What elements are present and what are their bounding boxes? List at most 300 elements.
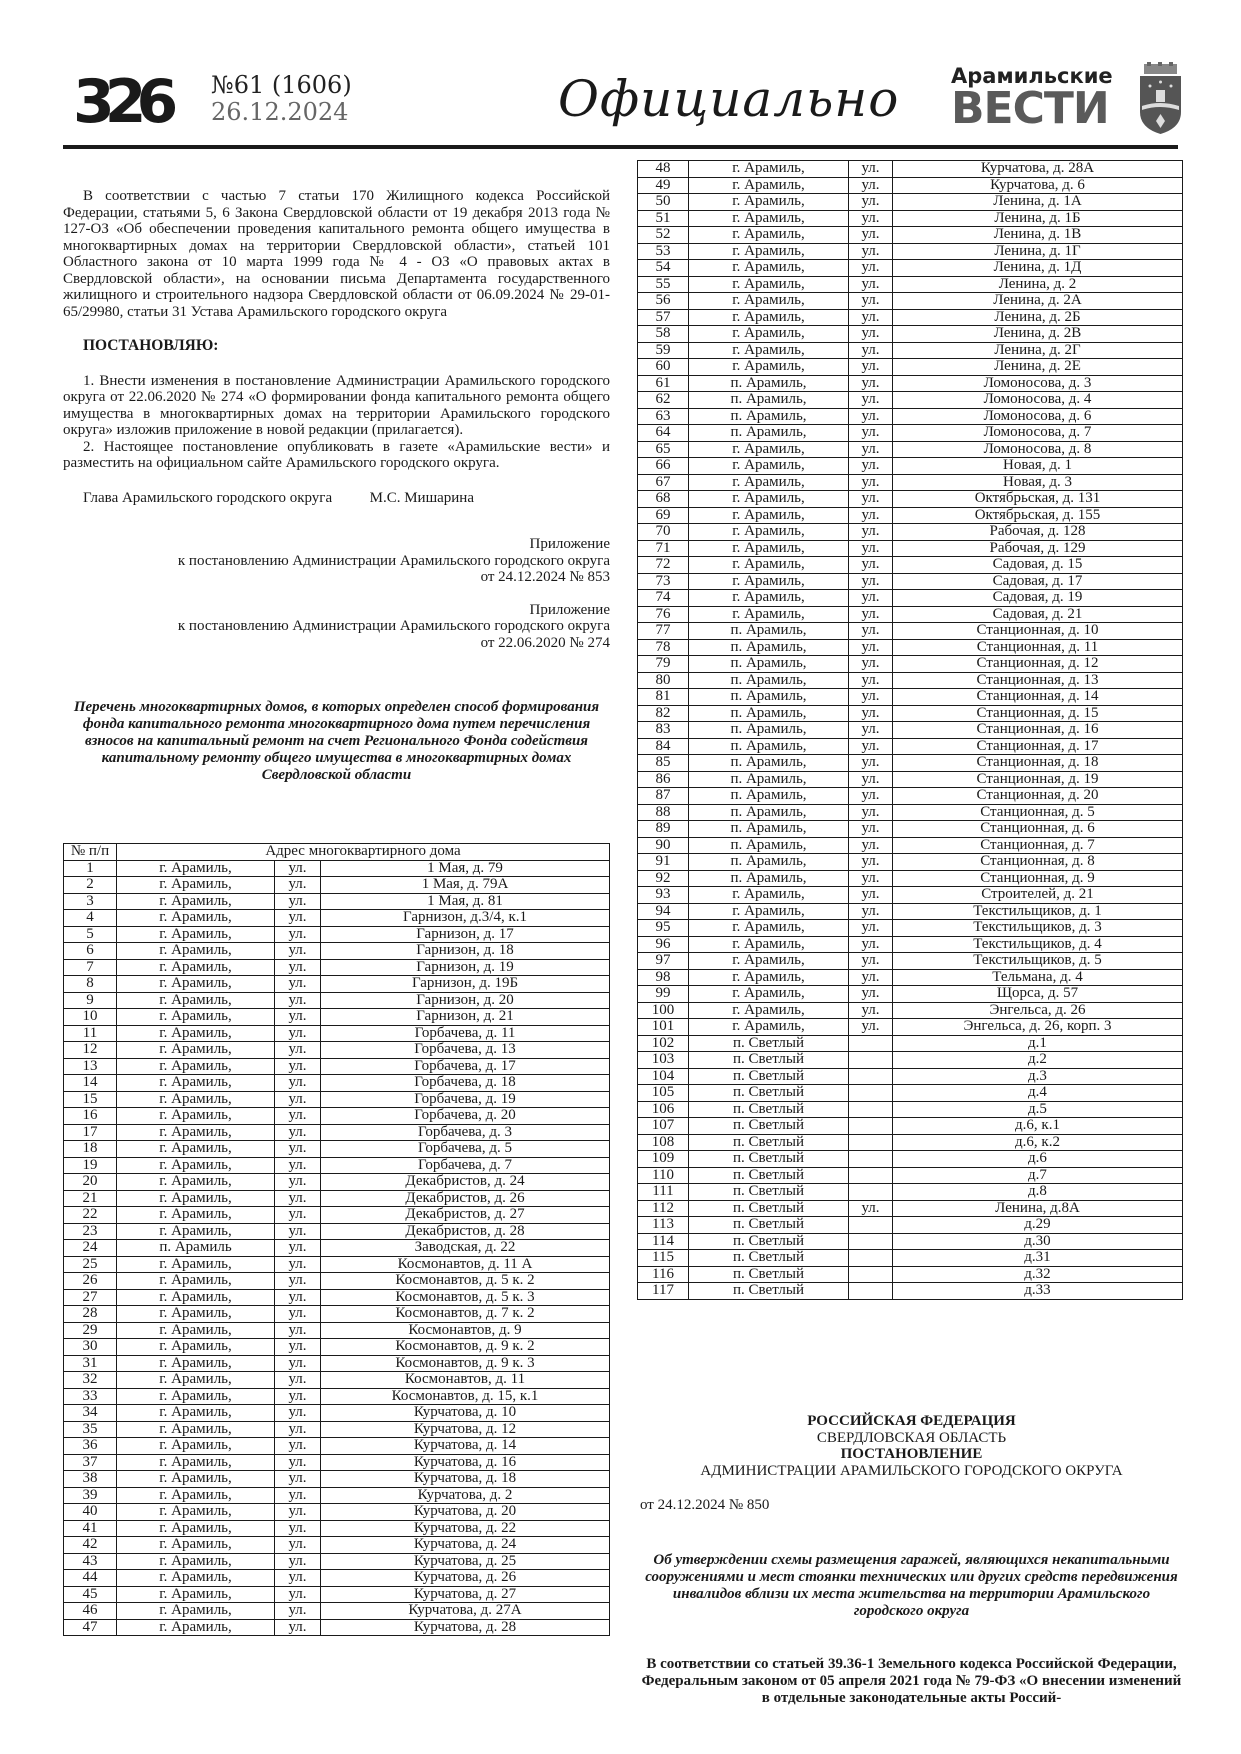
address: Курчатова, д. 27А [321, 1603, 610, 1620]
settlement: г. Арамиль, [117, 959, 275, 976]
street-type: ул. [275, 1322, 321, 1339]
address: Станционная, д. 7 [893, 837, 1183, 854]
address: Ленина, д. 2Г [893, 342, 1183, 359]
street-type [849, 1134, 893, 1151]
row-number: 101 [638, 1019, 689, 1036]
street-type: ул. [275, 1504, 321, 1521]
table-header-row [64, 844, 610, 861]
street-type: ул. [275, 1421, 321, 1438]
row-number: 90 [638, 837, 689, 854]
address: Ленина, д. 2Б [893, 309, 1183, 326]
street-type: ул. [275, 1471, 321, 1488]
street-type: ул. [275, 860, 321, 877]
row-number: 51 [638, 210, 689, 227]
table-row [638, 177, 1183, 194]
address: Станционная, д. 19 [893, 771, 1183, 788]
row-number: 29 [64, 1322, 117, 1339]
table-row [64, 1471, 610, 1488]
header-address: Адрес многоквартирного дома [117, 844, 610, 861]
section-title: Официально [558, 70, 900, 128]
address: Ленина, д. 2В [893, 326, 1183, 343]
street-type: ул. [849, 227, 893, 244]
settlement: г. Арамиль, [689, 342, 849, 359]
settlement: г. Арамиль, [117, 1603, 275, 1620]
row-number: 6 [64, 943, 117, 960]
street-type: ул. [849, 590, 893, 607]
address: Ленина, д. 1А [893, 194, 1183, 211]
table-row [638, 557, 1183, 574]
settlement: п. Арамиль, [689, 425, 849, 442]
settlement: г. Арамиль, [117, 1586, 275, 1603]
address: Космонавтов, д. 11 А [321, 1256, 610, 1273]
row-number: 67 [638, 474, 689, 491]
table-row [64, 1108, 610, 1125]
table-row [638, 1052, 1183, 1069]
settlement: п. Светлый [689, 1266, 849, 1283]
settlement: п. Арамиль, [689, 689, 849, 706]
settlement: г. Арамиль, [689, 326, 849, 343]
settlement: п. Арамиль, [689, 771, 849, 788]
settlement: г. Арамиль, [689, 903, 849, 920]
settlement: г. Арамиль, [689, 920, 849, 937]
street-type: ул. [849, 1019, 893, 1036]
address: 1 Мая, д. 79А [321, 877, 610, 894]
row-number: 114 [638, 1233, 689, 1250]
address: д.31 [893, 1250, 1183, 1267]
address: д.7 [893, 1167, 1183, 1184]
street-type: ул. [849, 194, 893, 211]
issue-number: №61 (1606) [211, 71, 352, 99]
street-type: ул. [849, 540, 893, 557]
address: Ленина, д. 1Д [893, 260, 1183, 277]
settlement: г. Арамиль, [117, 1553, 275, 1570]
street-type: ул. [275, 1537, 321, 1554]
settlement: г. Арамиль, [117, 1058, 275, 1075]
row-number: 116 [638, 1266, 689, 1283]
street-type: ул. [275, 910, 321, 927]
row-number: 80 [638, 672, 689, 689]
table-row [638, 260, 1183, 277]
address: Космонавтов, д. 9 к. 2 [321, 1339, 610, 1356]
street-type: ул. [849, 524, 893, 541]
row-number: 19 [64, 1157, 117, 1174]
row-number: 20 [64, 1174, 117, 1191]
street-type: ул. [849, 854, 893, 871]
table-row [638, 425, 1183, 442]
address: Горбачева, д. 20 [321, 1108, 610, 1125]
address: Ломоносова, д. 8 [893, 441, 1183, 458]
table-row [638, 375, 1183, 392]
settlement: г. Арамиль, [117, 1157, 275, 1174]
settlement: г. Арамиль, [117, 1454, 275, 1471]
row-number: 49 [638, 177, 689, 194]
row-number: 99 [638, 986, 689, 1003]
street-type: ул. [849, 953, 893, 970]
street-type: ул. [849, 260, 893, 277]
table-row [638, 408, 1183, 425]
page-number: 326 [73, 67, 169, 137]
street-type: ул. [849, 788, 893, 805]
settlement: г. Арамиль, [689, 1002, 849, 1019]
table-row [638, 689, 1183, 706]
street-type: ул. [849, 326, 893, 343]
table-row [638, 293, 1183, 310]
address: Курчатова, д. 27 [321, 1586, 610, 1603]
settlement: п. Арамиль, [689, 672, 849, 689]
address: Текстильщиков, д. 1 [893, 903, 1183, 920]
settlement: г. Арамиль, [117, 926, 275, 943]
table-row [64, 1355, 610, 1372]
table-row [638, 507, 1183, 524]
settlement: г. Арамиль, [117, 1306, 275, 1323]
row-number: 66 [638, 458, 689, 475]
address: Курчатова, д. 16 [321, 1454, 610, 1471]
row-number: 16 [64, 1108, 117, 1125]
row-number: 70 [638, 524, 689, 541]
row-number: 58 [638, 326, 689, 343]
address: Курчатова, д. 12 [321, 1421, 610, 1438]
row-number: 4 [64, 910, 117, 927]
list-title: Перечень многоквартирных домов, в которых определен способ формирования фонда капитального ремонта многоквартирного дома путем перечисления взносов на капитальный ремонт на счет Регионального Фонда содействия капитальному ремонту общего имущества в многоквартирных домах Свердловской области [73, 699, 600, 783]
settlement: г. Арамиль, [689, 359, 849, 376]
table-row [638, 920, 1183, 937]
street-type: ул. [275, 1256, 321, 1273]
table-row [64, 860, 610, 877]
street-type: ул. [275, 1553, 321, 1570]
newspaper-logo [951, 64, 1113, 134]
address: Текстильщиков, д. 5 [893, 953, 1183, 970]
street-type: ул. [275, 976, 321, 993]
row-number: 57 [638, 309, 689, 326]
row-number: 108 [638, 1134, 689, 1151]
row-number: 76 [638, 606, 689, 623]
address: Декабристов, д. 24 [321, 1174, 610, 1191]
street-type: ул. [849, 804, 893, 821]
address: Космонавтов, д. 9 [321, 1322, 610, 1339]
row-number: 107 [638, 1118, 689, 1135]
row-number: 89 [638, 821, 689, 838]
table-row [64, 1619, 610, 1636]
street-type: ул. [849, 1002, 893, 1019]
address: Садовая, д. 21 [893, 606, 1183, 623]
address: Курчатова, д. 14 [321, 1438, 610, 1455]
row-number: 52 [638, 227, 689, 244]
street-type: ул. [849, 342, 893, 359]
settlement: г. Арамиль, [689, 243, 849, 260]
row-number: 73 [638, 573, 689, 590]
row-number: 54 [638, 260, 689, 277]
houses-table-part-1 [63, 843, 610, 1636]
row-number: 35 [64, 1421, 117, 1438]
settlement: г. Арамиль, [689, 260, 849, 277]
settlement: г. Арамиль, [117, 1042, 275, 1059]
street-type [849, 1250, 893, 1267]
table-row [64, 1537, 610, 1554]
address: Курчатова, д. 28А [893, 161, 1183, 178]
table-row [64, 1372, 610, 1389]
row-number: 88 [638, 804, 689, 821]
table-row [64, 1174, 610, 1191]
address: д.6, к.1 [893, 1118, 1183, 1135]
street-type: ул. [849, 606, 893, 623]
table-row [64, 1504, 610, 1521]
row-number: 14 [64, 1075, 117, 1092]
row-number: 33 [64, 1388, 117, 1405]
address: Станционная, д. 20 [893, 788, 1183, 805]
country-heading: РОССИЙСКАЯ ФЕДЕРАЦИЯ [807, 1413, 1016, 1429]
settlement: п. Светлый [689, 1052, 849, 1069]
row-number: 44 [64, 1570, 117, 1587]
address: Ленина, д. 1В [893, 227, 1183, 244]
settlement: п. Арамиль, [689, 392, 849, 409]
settlement: г. Арамиль, [689, 557, 849, 574]
address: Ленина, д. 2А [893, 293, 1183, 310]
street-type [849, 1167, 893, 1184]
street-type: ул. [849, 920, 893, 937]
table-row [638, 1184, 1183, 1201]
street-type [849, 1151, 893, 1168]
settlement: г. Арамиль, [117, 1025, 275, 1042]
row-number: 56 [638, 293, 689, 310]
street-type: ул. [849, 705, 893, 722]
address: Текстильщиков, д. 3 [893, 920, 1183, 937]
table-row [64, 1421, 610, 1438]
row-number: 64 [638, 425, 689, 442]
settlement: г. Арамиль, [117, 1174, 275, 1191]
address: 1 Мая, д. 81 [321, 893, 610, 910]
address: Станционная, д. 17 [893, 738, 1183, 755]
row-number: 60 [638, 359, 689, 376]
settlement: п. Арамиль, [689, 656, 849, 673]
table-row [638, 590, 1183, 607]
table-row [638, 1266, 1183, 1283]
street-type: ул. [275, 1586, 321, 1603]
address: Горбачева, д. 5 [321, 1141, 610, 1158]
row-number: 96 [638, 936, 689, 953]
table-row [64, 1586, 610, 1603]
address: Текстильщиков, д. 4 [893, 936, 1183, 953]
street-type: ул. [849, 458, 893, 475]
row-number: 81 [638, 689, 689, 706]
table-row [638, 870, 1183, 887]
row-number: 18 [64, 1141, 117, 1158]
settlement: г. Арамиль, [117, 1471, 275, 1488]
settlement: г. Арамиль, [117, 1570, 275, 1587]
address: Горбачева, д. 3 [321, 1124, 610, 1141]
street-type: ул. [275, 1174, 321, 1191]
street-type: ул. [275, 1289, 321, 1306]
settlement: п. Светлый [689, 1250, 849, 1267]
settlement: п. Светлый [689, 1233, 849, 1250]
row-number: 105 [638, 1085, 689, 1102]
settlement: п. Арамиль, [689, 821, 849, 838]
table-row [64, 1438, 610, 1455]
settlement: г. Арамиль, [689, 227, 849, 244]
settlement: г. Арамиль, [689, 986, 849, 1003]
table-row [638, 986, 1183, 1003]
table-row [638, 821, 1183, 838]
table-row [638, 1250, 1183, 1267]
table-row [638, 491, 1183, 508]
address: Ленина, д. 2 [893, 276, 1183, 293]
row-number: 53 [638, 243, 689, 260]
settlement: п. Арамиль, [689, 837, 849, 854]
settlement: п. Арамиль, [689, 408, 849, 425]
street-type: ул. [849, 276, 893, 293]
row-number: 31 [64, 1355, 117, 1372]
row-number: 92 [638, 870, 689, 887]
street-type: ул. [849, 425, 893, 442]
row-number: 48 [638, 161, 689, 178]
region-heading: СВЕРДЛОВСКАЯ ОБЛАСТЬ [816, 1429, 1007, 1446]
table-row [638, 936, 1183, 953]
address: Гарнизон, д.3/4, к.1 [321, 910, 610, 927]
address: Рабочая, д. 129 [893, 540, 1183, 557]
street-type: ул. [275, 943, 321, 960]
street-type: ул. [849, 936, 893, 953]
table-row [64, 1520, 610, 1537]
row-number: 45 [64, 1586, 117, 1603]
table-row [64, 1289, 610, 1306]
street-type: ул. [275, 1273, 321, 1290]
table-row [64, 1454, 610, 1471]
street-type: ул. [275, 1141, 321, 1158]
row-number: 38 [64, 1471, 117, 1488]
address: Станционная, д. 12 [893, 656, 1183, 673]
table-row [638, 392, 1183, 409]
address: Курчатова, д. 22 [321, 1520, 610, 1537]
street-type: ул. [275, 1075, 321, 1092]
row-number: 112 [638, 1200, 689, 1217]
settlement: г. Арамиль, [117, 1372, 275, 1389]
row-number: 5 [64, 926, 117, 943]
row-number: 28 [64, 1306, 117, 1323]
settlement: п. Арамиль, [689, 804, 849, 821]
decree-date-number: от 24.12.2024 № 850 [640, 1497, 770, 1513]
table-row [638, 804, 1183, 821]
address: Декабристов, д. 26 [321, 1190, 610, 1207]
address: Курчатова, д. 6 [893, 177, 1183, 194]
settlement: п. Светлый [689, 1200, 849, 1217]
table-row [638, 161, 1183, 178]
settlement: г. Арамиль, [689, 474, 849, 491]
street-type: ул. [275, 1157, 321, 1174]
table-row [638, 1101, 1183, 1118]
settlement: п. Арамиль, [689, 870, 849, 887]
row-number: 102 [638, 1035, 689, 1052]
street-type: ул. [849, 837, 893, 854]
settlement: п. Светлый [689, 1134, 849, 1151]
address: д.5 [893, 1101, 1183, 1118]
settlement: г. Арамиль, [689, 953, 849, 970]
settlement: г. Арамиль, [117, 1124, 275, 1141]
table-row [64, 1388, 610, 1405]
settlement: г. Арамиль, [117, 1520, 275, 1537]
table-row [64, 1058, 610, 1075]
table-row [64, 1009, 610, 1026]
row-number: 13 [64, 1058, 117, 1075]
table-row [638, 1233, 1183, 1250]
settlement: п. Арамиль, [689, 722, 849, 739]
masthead [63, 62, 1183, 152]
table-row [638, 276, 1183, 293]
table-row [64, 1091, 610, 1108]
table-row [64, 1190, 610, 1207]
table-row [64, 1157, 610, 1174]
settlement: г. Арамиль, [117, 1339, 275, 1356]
address: Станционная, д. 6 [893, 821, 1183, 838]
street-type: ул. [275, 1438, 321, 1455]
row-number: 43 [64, 1553, 117, 1570]
table-row [64, 1339, 610, 1356]
row-number: 59 [638, 342, 689, 359]
decree-word: ПОСТАНОВЛЯЮ: [83, 337, 219, 354]
row-number: 41 [64, 1520, 117, 1537]
table-row [64, 1141, 610, 1158]
row-number: 117 [638, 1283, 689, 1300]
row-number: 37 [64, 1454, 117, 1471]
address: Курчатова, д. 2 [321, 1487, 610, 1504]
settlement: г. Арамиль, [117, 1421, 275, 1438]
table-row [64, 1256, 610, 1273]
table-row [64, 1207, 610, 1224]
row-number: 110 [638, 1167, 689, 1184]
settlement: г. Арамиль, [689, 573, 849, 590]
table-row [638, 738, 1183, 755]
row-number: 21 [64, 1190, 117, 1207]
street-type: ул. [849, 243, 893, 260]
table-row [638, 953, 1183, 970]
table-row [638, 969, 1183, 986]
header-rule [63, 145, 1178, 149]
street-type: ул. [849, 573, 893, 590]
row-number: 103 [638, 1052, 689, 1069]
issuer-heading: АДМИНИСТРАЦИИ АРАМИЛЬСКОГО ГОРОДСКОГО ОКРУГА [700, 1462, 1123, 1479]
row-number: 7 [64, 959, 117, 976]
settlement: г. Арамиль, [117, 1256, 275, 1273]
settlement: г. Арамиль, [689, 969, 849, 986]
street-type: ул. [275, 1619, 321, 1636]
issue-info [211, 72, 352, 126]
table-row [638, 524, 1183, 541]
settlement: г. Арамиль, [117, 1438, 275, 1455]
row-number: 95 [638, 920, 689, 937]
address: Ломоносова, д. 6 [893, 408, 1183, 425]
address: Садовая, д. 15 [893, 557, 1183, 574]
address: Курчатова, д. 25 [321, 1553, 610, 1570]
logo-line2: ВЕСТИ [951, 83, 1109, 134]
settlement: г. Арамиль, [117, 1207, 275, 1224]
settlement: п. Светлый [689, 1068, 849, 1085]
address: Декабристов, д. 28 [321, 1223, 610, 1240]
row-number: 91 [638, 854, 689, 871]
settlement: г. Арамиль, [117, 910, 275, 927]
row-number: 85 [638, 755, 689, 772]
street-type: ул. [849, 821, 893, 838]
table-row [64, 992, 610, 1009]
settlement: г. Арамиль, [689, 491, 849, 508]
table-row [638, 540, 1183, 557]
header-number: № п/п [64, 844, 117, 861]
settlement: п. Арамиль [117, 1240, 275, 1257]
address: Космонавтов, д. 15, к.1 [321, 1388, 610, 1405]
table-row [64, 1223, 610, 1240]
address: Горбачева, д. 17 [321, 1058, 610, 1075]
settlement: г. Арамиль, [689, 540, 849, 557]
settlement: г. Арамиль, [689, 606, 849, 623]
row-number: 11 [64, 1025, 117, 1042]
settlement: г. Арамиль, [689, 276, 849, 293]
